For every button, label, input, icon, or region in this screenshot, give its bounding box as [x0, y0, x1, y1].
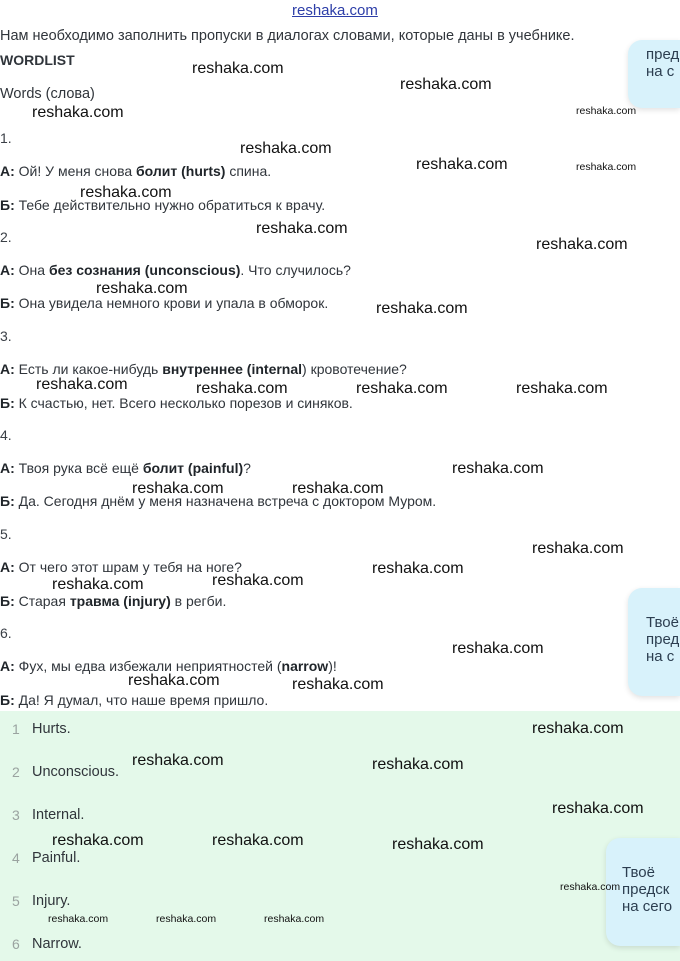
watermark: reshaka.com: [240, 140, 332, 157]
dialogue-line-a: А: От чего этот шрам у тебя на ноге?: [0, 559, 242, 575]
dialogue-number: 3.: [0, 328, 12, 344]
dialogue-line-b: Б: Да. Сегодня днём у меня назначена встреча с доктором Муром.: [0, 493, 437, 509]
watermark: reshaka.com: [576, 161, 637, 173]
watermark: reshaka.com: [156, 913, 217, 925]
watermark: reshaka.com: [52, 576, 144, 593]
watermark: reshaka.com: [452, 640, 544, 657]
watermark: reshaka.com: [292, 480, 384, 497]
answers-panel: 1 Hurts. 2 Unconscious. 3 Internal. 4 Painful. 5 Injury. 6 Narrow.: [0, 711, 680, 961]
watermark: reshaka.com: [192, 60, 284, 77]
watermark: reshaka.com: [356, 380, 448, 397]
watermark: reshaka.com: [452, 460, 544, 477]
watermark: reshaka.com: [48, 913, 109, 925]
watermark: reshaka.com: [416, 156, 508, 173]
dialogue-number: 6.: [0, 625, 12, 641]
intro-text: Нам необходимо заполнить пропуски в диалогах словами, которые даны в учебнике.: [0, 28, 575, 44]
dialogue-line-a: А: Ой! У меня снова болит (hurts) спина.: [0, 163, 272, 179]
dialogue-number: 4.: [0, 427, 12, 443]
watermark: reshaka.com: [372, 756, 464, 773]
words-label: Words (слова): [0, 86, 95, 102]
watermark: reshaka.com: [532, 540, 624, 557]
watermark: reshaka.com: [552, 800, 644, 817]
dialogue-number: 2.: [0, 229, 12, 245]
watermark: reshaka.com: [400, 76, 492, 93]
dialogue-line-b: Б: К счастью, нет. Всего несколько порезов и синяков.: [0, 395, 353, 411]
wordlist-title: WORDLIST: [0, 52, 75, 68]
watermark: reshaka.com: [376, 300, 468, 317]
watermark: reshaka.com: [560, 881, 621, 893]
dialogue-line-a: А: Есть ли какое-нибудь внутреннее (internal) кровотечение?: [0, 361, 407, 377]
watermark: reshaka.com: [80, 184, 172, 201]
watermark: reshaka.com: [36, 376, 128, 393]
watermark: reshaka.com: [264, 913, 325, 925]
watermark: reshaka.com: [132, 752, 224, 769]
watermark: reshaka.com: [196, 380, 288, 397]
dialogue-line-b: Б: Тебе действительно нужно обратиться к врачу.: [0, 197, 326, 213]
promo-bubble[interactable]: Твоё пред на с: [628, 588, 680, 696]
watermark: reshaka.com: [392, 836, 484, 853]
watermark: reshaka.com: [532, 720, 624, 737]
watermark: reshaka.com: [128, 672, 220, 689]
dialogue-line-a: А: Твоя рука всё ещё болит (painful)?: [0, 460, 251, 476]
watermark: reshaka.com: [96, 280, 188, 297]
watermark: reshaka.com: [292, 676, 384, 693]
watermark: reshaka.com: [372, 560, 464, 577]
promo-bubble[interactable]: Твоё предск на сего: [606, 838, 680, 946]
watermark: reshaka.com: [212, 832, 304, 849]
watermark: reshaka.com: [516, 380, 608, 397]
watermark: reshaka.com: [576, 105, 637, 117]
watermark: reshaka.com: [132, 480, 224, 497]
promo-bubble[interactable]: пред на с: [628, 40, 680, 108]
dialogue-number: 5.: [0, 526, 12, 542]
watermark: reshaka.com: [256, 220, 348, 237]
dialogue-line-a: А: Она без сознания (unconscious). Что случилось?: [0, 262, 351, 278]
dialogue-number: 1.: [0, 130, 12, 146]
dialogue-line-b: Б: Она увидела немного крови и упала в обморок.: [0, 295, 329, 311]
dialogue-line-b: Б: Да! Я думал, что наше время пришло.: [0, 692, 269, 708]
site-link[interactable]: reshaka.com: [292, 2, 378, 19]
watermark: reshaka.com: [212, 572, 304, 589]
watermark: reshaka.com: [32, 104, 124, 121]
dialogue-line-a: А: Фух, мы едва избежали неприятностей (narrow)!: [0, 658, 337, 674]
watermark: reshaka.com: [52, 832, 144, 849]
dialogue-line-b: Б: Старая травма (injury) в регби.: [0, 593, 227, 609]
watermark: reshaka.com: [536, 236, 628, 253]
